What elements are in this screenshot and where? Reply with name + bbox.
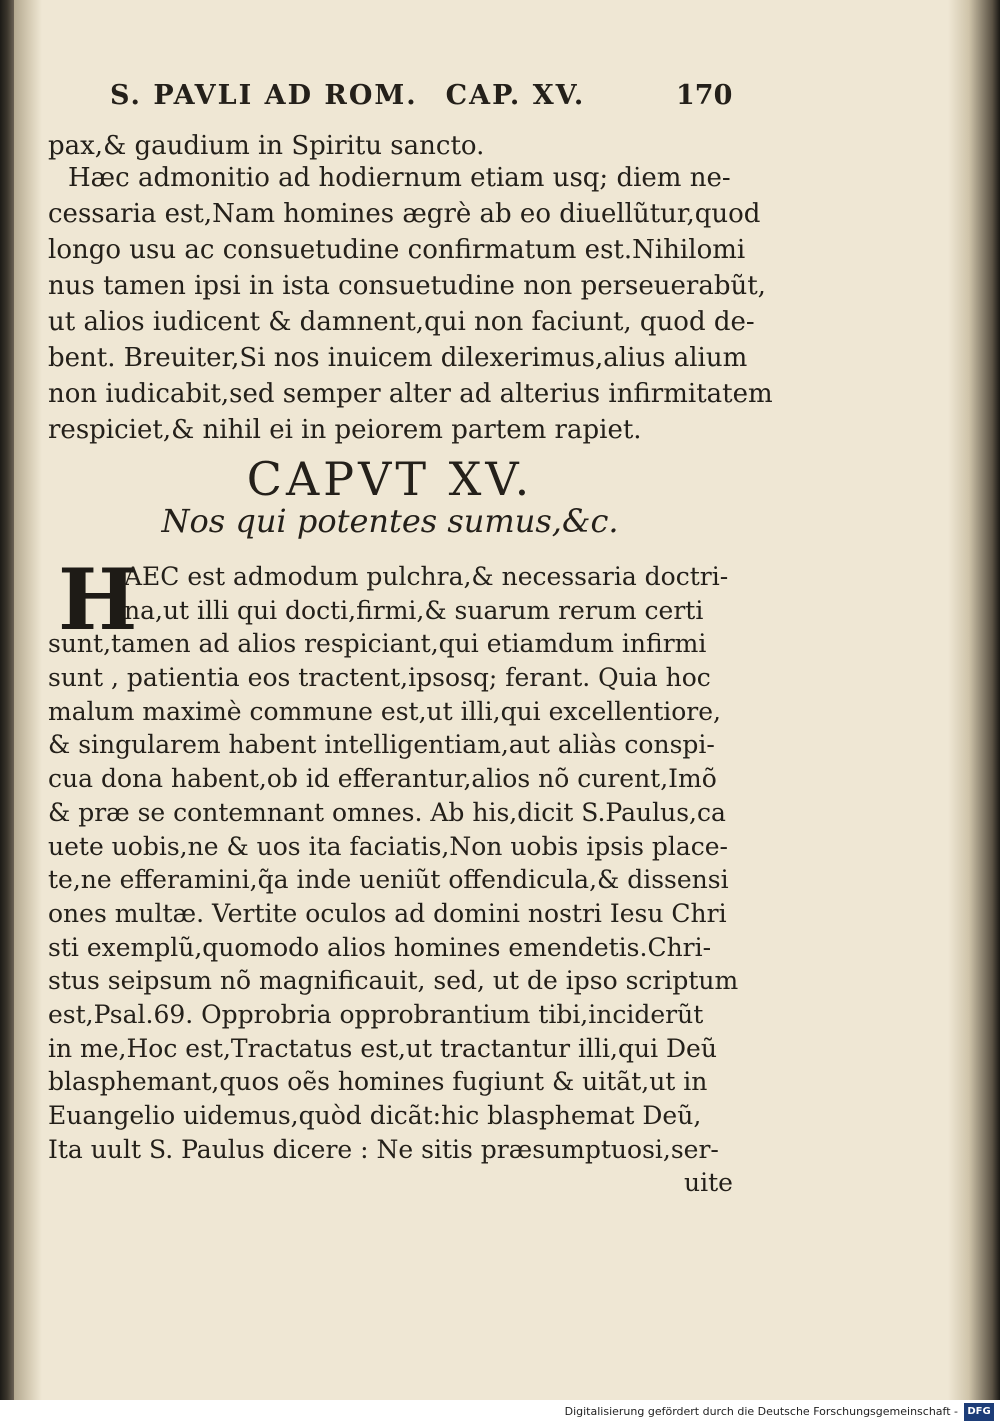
text-line: na,ut illi qui docti,firmi,& suarum rerum certi — [124, 595, 704, 625]
text-line: ut alios iudicent & damnent,qui non faciunt, quod de- — [48, 307, 755, 337]
text-line: respiciet,& nihil ei in peiorem partem rapiet. — [48, 415, 642, 445]
text-line: nus tamen ipsi in ista consuetudine non perseuerabũt, — [48, 271, 766, 301]
text-line: pax,& gaudium in Spiritu sancto. — [48, 131, 485, 161]
text-line: & præ se contemnant omnes. Ab his,dicit S.Paulus,ca — [48, 797, 726, 827]
text-line: te,ne efferamini,q̃a inde ueniũt offendicula,& dissensi — [48, 865, 729, 895]
text-line: malum maximè commune est,ut illi,qui excellentiore, — [48, 696, 721, 726]
text-line: sunt,tamen ad alios respiciant,qui etiamdum infirmi — [48, 629, 707, 659]
funding-credit: Digitalisierung gefördert durch die Deutsche Forschungsgemeinschaft - — [564, 1405, 958, 1418]
running-head-title: S. PAVLI AD ROM. — [110, 80, 418, 111]
footer-bar — [0, 1400, 1000, 1426]
text-line: ones multæ. Vertite oculos ad domini nostri Iesu Chri — [48, 898, 727, 928]
catchword: uite — [684, 1168, 733, 1197]
text-line: non iudicabit,sed semper alter ad alterius infirmitatem — [48, 379, 773, 409]
running-head-chapter: CAP. XV. — [445, 80, 586, 111]
text-line: Hæc admonitio ad hodiernum etiam usq; diem ne- — [68, 163, 731, 193]
text-line: blasphemant,quos oẽs homines fugiunt & uitãt,ut in — [48, 1067, 708, 1097]
chapter-incipit: Nos qui potentes sumus,&c. — [161, 502, 619, 540]
text-line: in me,Hoc est,Tractatus est,ut tractantur illi,qui Deũ — [48, 1033, 717, 1063]
text-line: & singularem habent intelligentiam,aut aliàs conspi- — [48, 730, 715, 760]
text-line: longo usu ac consuetudine confirmatum est.Nihilomi — [48, 235, 746, 265]
text-line: cessaria est,Nam homines ægrè ab eo diuellũtur,quod — [48, 199, 761, 229]
chapter-title: CAPVT XV. — [246, 452, 534, 506]
text-line: bent. Breuiter,Si nos inuicem dilexerimus,alius alium — [48, 343, 748, 373]
text-line: sti exemplũ,quomodo alios homines emendetis.Chri- — [48, 932, 712, 962]
text-line: uete uobis,ne & uos ita faciatis,Non uobis ipsis place- — [48, 831, 729, 861]
page-number: 170 — [676, 80, 733, 111]
running-head — [110, 80, 750, 111]
text-line: sunt , patientia eos tractent,ipsosq; ferant. Quia hoc — [48, 663, 711, 693]
text-line: Euangelio uidemus,quòd dicãt:hic blasphemat Deũ, — [48, 1101, 702, 1130]
text-line: est,Psal.69. Opprobria opprobrantium tibi,inciderũt — [48, 999, 704, 1029]
dfg-logo-icon: DFG — [964, 1403, 994, 1421]
drop-cap-initial: H — [58, 550, 138, 649]
paragraph-closing-line — [48, 128, 748, 164]
paragraph-admonition — [48, 160, 773, 448]
text-line: stus seipsum nõ magnificauit, sed, ut de ipso scriptum — [48, 966, 739, 996]
text-line: Ita uult S. Paulus dicere : Ne sitis præsumptuosi,ser- — [48, 1134, 719, 1164]
text-line: cua dona habent,ob id efferantur,alios nõ curent,Imõ — [48, 764, 717, 794]
chapter-body — [48, 550, 772, 1166]
text-line: AEC est admodum pulchra,& necessaria doctri- — [124, 562, 729, 591]
